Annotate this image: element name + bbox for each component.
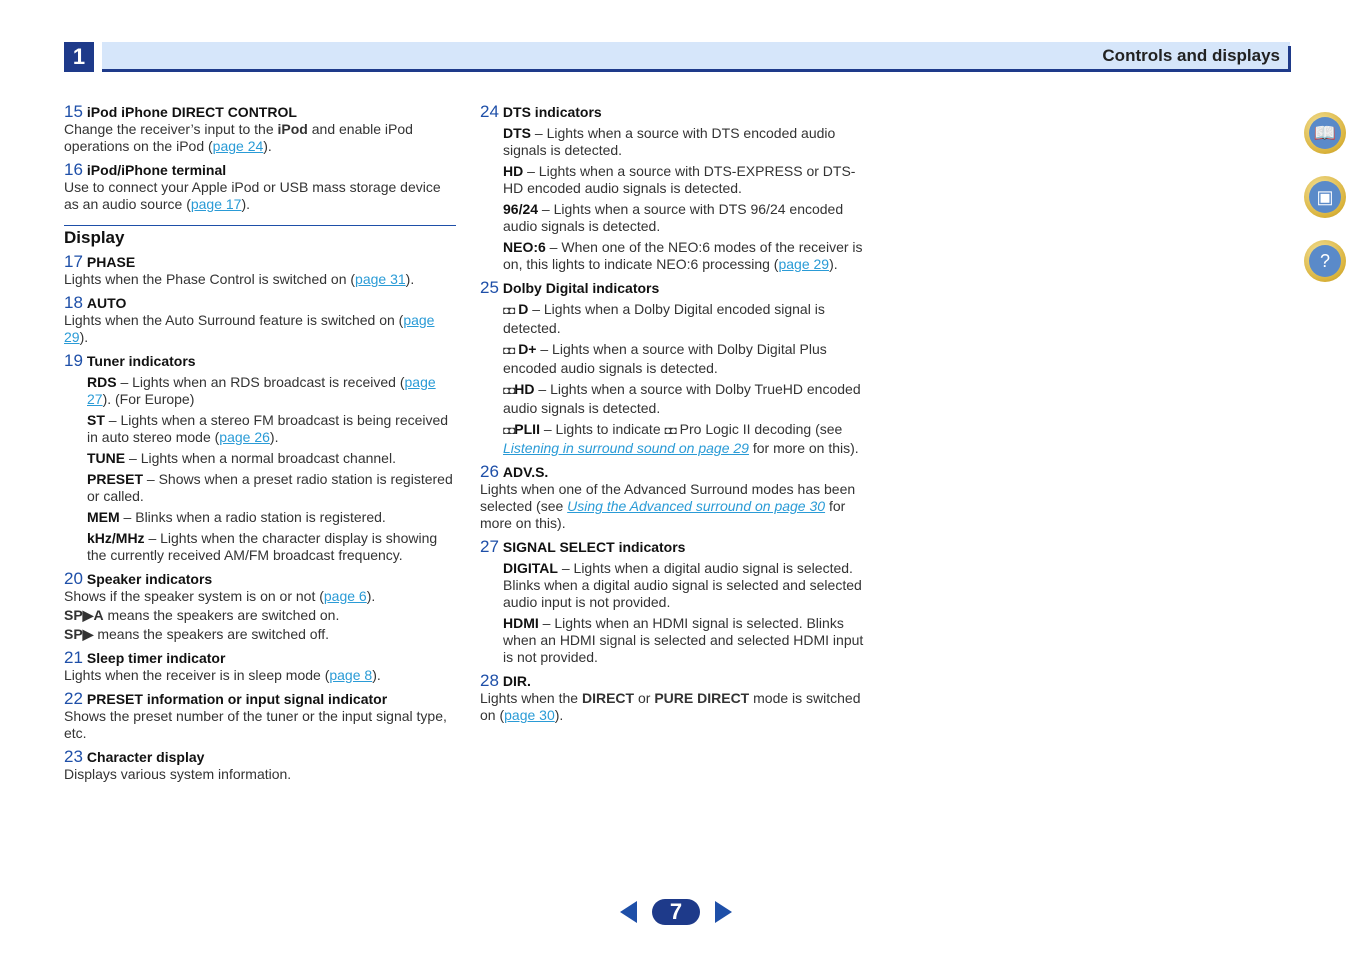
item-text: ). (79, 329, 89, 345)
item-text: ). (263, 138, 272, 154)
page-number: 7 (652, 899, 700, 925)
next-page-icon[interactable] (715, 901, 732, 923)
item-16 (64, 161, 456, 213)
page-link[interactable]: page 30 (504, 707, 555, 723)
sub-item-tune: TUNE – Lights when a normal broadcast channel. (87, 450, 396, 466)
item-number: 16 (64, 160, 83, 179)
item-text: and enable iPod operations on the iPod ( (64, 121, 413, 154)
item-title: Character display (86, 749, 205, 765)
speaker-off-line: SP▶ means the speakers are switched off. (64, 626, 329, 642)
page-link[interactable]: page 17 (190, 196, 242, 212)
page-link[interactable]: page 31 (355, 271, 406, 287)
sub-item-hd: HD – Lights when a source with DTS-EXPRESS or DTS-HD encoded audio signals is detected. (503, 163, 856, 196)
remote-icon[interactable]: ▣ (1304, 176, 1346, 218)
item-title: iPod/iPhone terminal (86, 162, 227, 178)
dolby-double-d-icon: ◘◘ (664, 425, 676, 437)
item-22 (64, 690, 456, 742)
item-number: 27 (480, 537, 499, 556)
item-number: 24 (480, 102, 499, 121)
help-icon[interactable]: ? (1304, 240, 1346, 282)
item-text: Lights when the Auto Surround feature is switched on ( (64, 312, 404, 328)
item-text: ). (241, 196, 251, 212)
sub-item-9624: 96/24 – Lights when a source with DTS 96/24 encoded audio signals is detected. (503, 201, 844, 234)
chapter-number: 1 (64, 42, 94, 72)
item-text: Lights when the Phase Control is switched on ( (64, 271, 356, 287)
header-divider (1288, 46, 1291, 72)
speaker-on-line: SP▶A means the speakers are switched on. (64, 607, 340, 623)
middle-column (480, 103, 872, 730)
item-23 (64, 748, 456, 783)
item-number: 28 (480, 671, 499, 690)
item-title: iPod iPhone DIRECT CONTROL (86, 104, 297, 120)
left-column (64, 103, 456, 789)
item-26: 26 ADV.S. Lights when one of the Advanced Surround modes has been selected (see Using the Advanced surround on page 30 for more on this). (480, 462, 856, 531)
item-title: Dolby Digital indicators (502, 280, 660, 296)
page-link[interactable]: page 29 (64, 312, 435, 345)
item-21: 21 Sleep timer indicator Lights when the receiver is in sleep mode (page 8). (64, 648, 381, 683)
sub-item-digital: DIGITAL – Lights when a digital audio signal is selected. Blinks when a digital audio signal is selected and selected audio input is not provided. (503, 560, 862, 610)
item-20: 20 Speaker indicators Shows if the speaker system is on or not (page 6). SP▶A means the speakers are switched on. SP▶ means the speakers are switched off. (64, 570, 456, 643)
item-number: 18 (64, 293, 83, 312)
page-link[interactable]: page 8 (329, 667, 373, 683)
sub-item-mem: MEM – Blinks when a radio station is registered. (87, 509, 386, 525)
sub-item-dd-hd: ◘◘HD – Lights when a source with Dolby TrueHD encoded audio signals is detected. (503, 381, 861, 416)
previous-page-icon[interactable] (620, 901, 637, 923)
item-18 (64, 294, 456, 346)
section-heading-display: Display (64, 225, 456, 246)
header-bar (102, 42, 1290, 72)
pager (620, 897, 736, 927)
item-title: ADV.S. (502, 464, 549, 480)
book-icon[interactable]: 📖 (1304, 112, 1346, 154)
page-link[interactable]: page 27 (87, 374, 436, 407)
page-link[interactable]: page 6 (323, 588, 367, 604)
page-link[interactable]: page 26 (219, 429, 270, 445)
item-number: 17 (64, 252, 83, 271)
item-title: SIGNAL SELECT indicators (502, 539, 686, 555)
sub-item-dd-d: ◘◘ D – Lights when a Dolby Digital encoded signal is detected. (503, 301, 825, 336)
item-number: 26 (480, 462, 499, 481)
dolby-double-d-icon: ◘◘ (503, 345, 515, 357)
item-text: Displays various system information. (64, 766, 292, 782)
sub-item-st: ST – Lights when a stereo FM broadcast is being received in auto stereo mode (page 26). (87, 412, 449, 445)
item-17 (64, 253, 456, 288)
item-text: Change the receiver’s input to the (64, 121, 278, 137)
item-number: 23 (64, 747, 83, 766)
item-number: 19 (64, 351, 83, 370)
item-title: DTS indicators (502, 104, 602, 120)
sub-item-dd-dplus: ◘◘ D+ – Lights when a source with Dolby Digital Plus encoded audio signals is detected. (503, 341, 827, 376)
item-15 (64, 103, 456, 155)
item-title: Speaker indicators (86, 571, 213, 587)
item-number: 22 (64, 689, 83, 708)
dolby-double-d-icon: ◘◘ (503, 385, 515, 397)
item-title: PHASE (86, 254, 136, 270)
item-24 (480, 103, 872, 273)
sub-item-hdmi: HDMI – Lights when an HDMI signal is selected. Blinks when an HDMI signal is selected and selected HDMI input is not provided. (503, 615, 864, 665)
item-text: Use to connect your Apple iPod or USB mass storage device as an audio source ( (64, 179, 441, 212)
advanced-surround-link[interactable]: Using the Advanced surround on page 30 (567, 498, 826, 514)
sub-item-preset: PRESET – Shows when a preset radio station is registered or called. (87, 471, 453, 504)
page-link[interactable]: page 29 (778, 256, 830, 272)
item-title: AUTO (86, 295, 127, 311)
item-19 (64, 352, 456, 564)
item-title: DIR. (502, 673, 531, 689)
item-text: Shows the preset number of the tuner or the input signal type, etc. (64, 708, 447, 741)
item-25 (480, 279, 872, 457)
sub-item-dd-plii: ◘◘PLII – Lights to indicate ◘◘ Pro Logic II decoding (see Listening in surround sound on page 29 for more on this). (503, 421, 859, 456)
page-link[interactable]: page 24 (212, 138, 264, 154)
item-27 (480, 538, 872, 666)
page-title: Controls and displays (1102, 46, 1280, 65)
item-text: ). (405, 271, 415, 287)
surround-link[interactable]: Listening in surround sound on page 29 (503, 440, 749, 456)
item-28: 28 DIR. Lights when the DIRECT or PURE DIRECT mode is switched on (page 30). (480, 671, 861, 723)
item-number: 25 (480, 278, 499, 297)
item-number: 21 (64, 648, 83, 667)
item-number: 15 (64, 102, 83, 121)
dolby-double-d-icon: ◘◘ (503, 305, 515, 317)
item-title: PRESET information or input signal indicator (86, 691, 388, 707)
item-title: Tuner indicators (86, 353, 196, 369)
item-number: 20 (64, 569, 83, 588)
dolby-double-d-icon: ◘◘ (503, 425, 515, 437)
item-bold: iPod (277, 121, 308, 137)
item-title: Sleep timer indicator (86, 650, 226, 666)
sub-item-khz: kHz/MHz – Lights when the character display is showing the currently received AM/FM broadcast frequency. (87, 530, 438, 563)
sub-item-rds: RDS – Lights when an RDS broadcast is received (page 27). (For Europe) (87, 374, 436, 407)
sub-item-neo6: NEO:6 – When one of the NEO:6 modes of the receiver is on, this lights to indicate NEO:6 processing (page 29). (503, 239, 863, 272)
sub-item-dts: DTS – Lights when a source with DTS encoded audio signals is detected. (503, 125, 836, 158)
